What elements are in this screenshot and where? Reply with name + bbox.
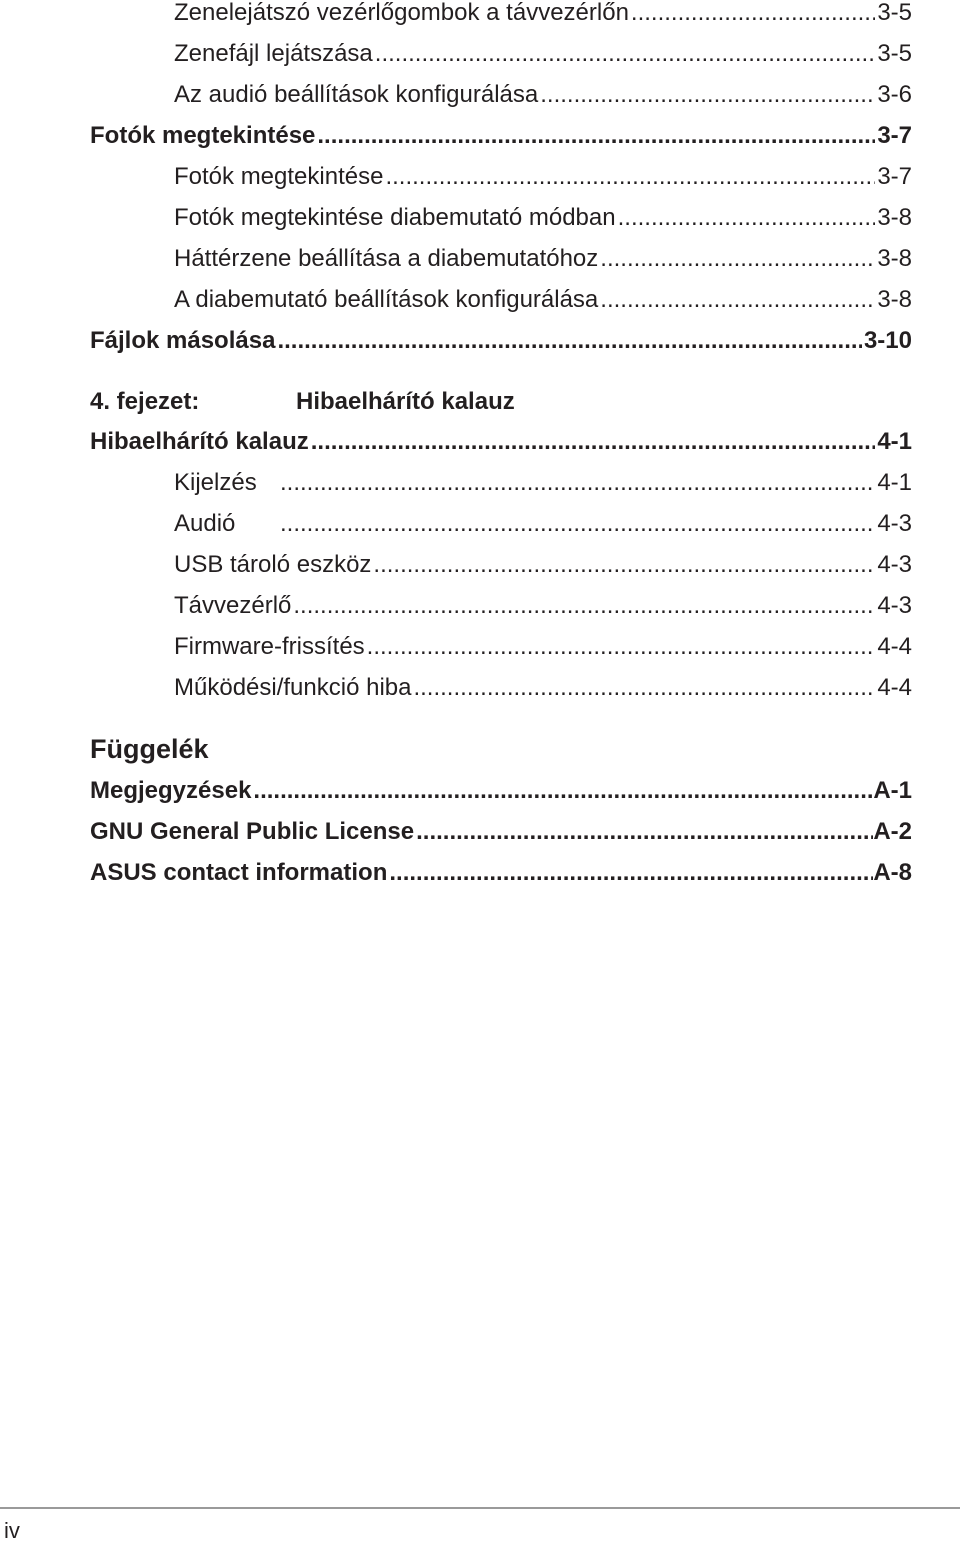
toc-entry[interactable] bbox=[90, 164, 912, 205]
toc-entry-bold[interactable] bbox=[90, 778, 912, 819]
dot-leader bbox=[385, 164, 875, 190]
toc-entry-page: 3-5 bbox=[877, 40, 912, 67]
toc-entry-label: Távvezérlő bbox=[174, 592, 292, 619]
toc-entry-page: 4-3 bbox=[877, 510, 912, 537]
toc-entry-page: 4-1 bbox=[877, 469, 912, 496]
dot-leader bbox=[389, 860, 873, 886]
dot-leader bbox=[317, 123, 875, 149]
toc-entry-label: Audió bbox=[174, 510, 236, 537]
toc-entry-label: Firmware-frissítés bbox=[174, 633, 365, 660]
toc-entry-label: Megjegyzések bbox=[90, 777, 252, 804]
footer-page-number: iv bbox=[4, 1518, 20, 1543]
toc-entry-page: 3-7 bbox=[877, 163, 912, 190]
dot-leader bbox=[367, 634, 876, 660]
footer-divider bbox=[0, 1507, 960, 1509]
toc-entry-label: Az audió beállítások konfigurálása bbox=[174, 81, 539, 108]
chapter-title: Hibaelhárító kalauz bbox=[296, 388, 515, 415]
toc-entry-label: Fotók megtekintése diabemutató módban bbox=[174, 204, 616, 231]
dot-leader bbox=[540, 82, 875, 108]
toc-entry-label: Zenefájl lejátszása bbox=[174, 40, 373, 67]
table-of-contents bbox=[90, 0, 912, 901]
chapter-heading bbox=[90, 389, 912, 429]
toc-entry-page: A-1 bbox=[873, 777, 912, 804]
toc-entry-page: 3-8 bbox=[877, 286, 912, 313]
toc-entry[interactable] bbox=[90, 634, 912, 675]
toc-entry-page: 4-4 bbox=[877, 674, 912, 701]
toc-entry-page: 4-4 bbox=[877, 633, 912, 660]
dot-leader bbox=[277, 328, 862, 354]
toc-entry-label: A diabemutató beállítások konfigurálása bbox=[174, 286, 599, 313]
toc-entry-page: 3-8 bbox=[877, 245, 912, 272]
toc-entry[interactable] bbox=[90, 675, 912, 716]
toc-entry-bold[interactable] bbox=[90, 429, 912, 470]
toc-entry[interactable] bbox=[90, 511, 912, 552]
toc-entry-page: 3-10 bbox=[863, 327, 912, 354]
toc-entry-label: Hibaelhárító kalauz bbox=[90, 428, 309, 455]
toc-entry[interactable] bbox=[90, 82, 912, 123]
toc-entry-page: 4-3 bbox=[877, 592, 912, 619]
toc-entry[interactable] bbox=[90, 593, 912, 634]
toc-entry-page: 3-8 bbox=[877, 204, 912, 231]
toc-entry[interactable] bbox=[90, 205, 912, 246]
toc-entry[interactable] bbox=[90, 41, 912, 82]
toc-entry-label: Fotók megtekintése bbox=[174, 163, 384, 190]
toc-entry-label: USB tároló eszköz bbox=[174, 551, 372, 578]
toc-entry[interactable] bbox=[90, 246, 912, 287]
chapter-number: 4. fejezet: bbox=[90, 388, 200, 415]
dot-leader bbox=[413, 675, 875, 701]
toc-entry-label: Kijelzés bbox=[174, 469, 257, 496]
toc-entry-page: 3-5 bbox=[877, 0, 912, 26]
dot-leader bbox=[293, 593, 875, 619]
toc-entry[interactable] bbox=[90, 287, 912, 328]
dot-leader bbox=[311, 429, 876, 455]
toc-entry[interactable] bbox=[90, 470, 912, 511]
toc-entry-page: A-8 bbox=[873, 859, 912, 886]
dot-leader bbox=[280, 511, 875, 537]
toc-entry-bold[interactable] bbox=[90, 860, 912, 901]
appendix-heading: Függelék bbox=[90, 734, 209, 764]
toc-entry-bold[interactable] bbox=[90, 123, 912, 164]
dot-leader bbox=[618, 205, 876, 231]
dot-leader bbox=[280, 470, 875, 496]
toc-entry-bold[interactable] bbox=[90, 819, 912, 860]
toc-entry-label: ASUS contact information bbox=[90, 859, 388, 886]
toc-entry-page: 4-3 bbox=[877, 551, 912, 578]
toc-entry-page: 3-6 bbox=[877, 81, 912, 108]
dot-leader bbox=[416, 819, 873, 845]
toc-entry[interactable] bbox=[90, 0, 912, 41]
toc-entry[interactable] bbox=[90, 552, 912, 593]
toc-entry-page: 4-1 bbox=[877, 428, 912, 455]
toc-entry-bold[interactable] bbox=[90, 328, 912, 369]
toc-entry-page: A-2 bbox=[873, 818, 912, 845]
dot-leader bbox=[600, 287, 875, 313]
toc-entry-label: Zenelejátszó vezérlőgombok a távvezérlőn bbox=[174, 0, 629, 26]
dot-leader bbox=[375, 41, 876, 67]
toc-entry-label: Háttérzene beállítása a diabemutatóhoz bbox=[174, 245, 599, 272]
toc-entry-label: GNU General Public License bbox=[90, 818, 415, 845]
toc-entry-label: Fájlok másolása bbox=[90, 327, 276, 354]
toc-entry-page: 3-7 bbox=[877, 122, 912, 149]
dot-leader bbox=[373, 552, 875, 578]
toc-entry-label: Működési/funkció hiba bbox=[174, 674, 412, 701]
dot-leader bbox=[600, 246, 875, 272]
toc-entry-label: Fotók megtekintése bbox=[90, 122, 316, 149]
dot-leader bbox=[253, 778, 873, 804]
dot-leader bbox=[631, 0, 875, 26]
